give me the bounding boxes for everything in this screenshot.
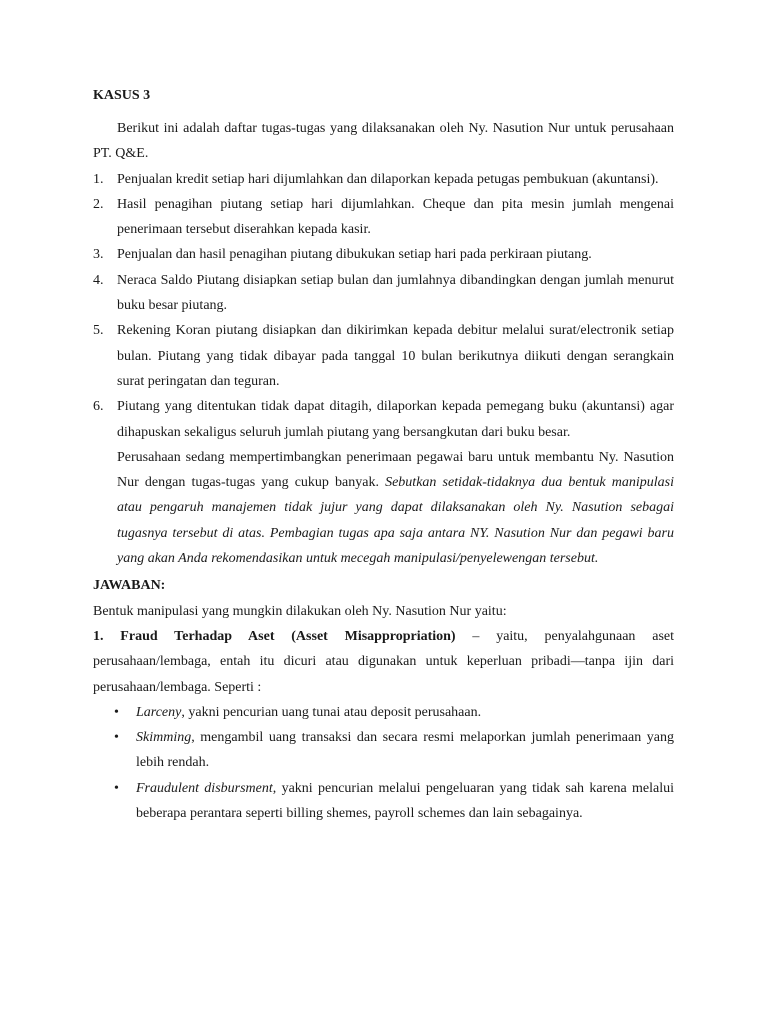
fraud-examples-list: [93, 700, 674, 826]
question-instructions: Sebutkan setidak-tidaknya dua bentuk manipulasi atau pengaruh manajemen tidak jujur yang dapat dilaksanakan oleh Ny. Nasution sebagai tugasnya tersebut di atas. Pembagian tugas apa saja antara NY. Nasution Nur dan pegawi baru yang akan Anda rekomendasikan untuk mecegah manipulasi/penyelewengan tersebut.: [117, 475, 674, 567]
list-item: [93, 192, 674, 243]
term: Larceny: [136, 704, 182, 720]
bullet-icon: •: [114, 730, 119, 746]
term: Skimming: [136, 730, 192, 746]
document-page: [93, 85, 674, 826]
answer-heading: JAWABAN:: [93, 578, 166, 594]
question-text: Perusahaan sedang mempertimbangkan penerimaan pegawai baru untuk membantu Ny. Nasution Nur dengan tugas-tugas yang cukup banyak.: [117, 449, 674, 491]
term-description: , yakni pencurian uang tunai atau deposit perusahaan.: [181, 704, 482, 720]
list-item: [93, 268, 674, 319]
list-item-text: Penjualan kredit setiap hari dijumlahkan dan dilaporkan kepada petugas pembukuan (akuntansi).: [117, 171, 659, 187]
intro-paragraph: Berikut ini adalah daftar tugas-tugas yang dilaksanakan oleh Ny. Nasution Nur untuk perusahaan PT. Q&E.: [93, 121, 674, 162]
point-text: – yaitu, penyalahgunaan aset perusahaan/lembaga, entah itu dicuri atau digunakan untuk keperluan pribadi—tanpa ijin dari perusahaan/lembaga. Seperti :: [93, 628, 674, 695]
list-item: [93, 725, 674, 776]
list-item: [93, 394, 674, 445]
term-description: , yakni pencurian melalui pengeluaran yang tidak sah karena melalui beberapa perantara seperti billing shemes, payroll schemes dan lain sebagainya.: [136, 780, 674, 822]
list-item-text: Penjualan dan hasil penagihan piutang dibukukan setiap hari pada perkiraan piutang.: [117, 247, 592, 263]
question-paragraph: [93, 445, 674, 571]
list-item-number: 6.: [93, 399, 104, 415]
bullet-icon: •: [114, 780, 119, 796]
list-item-number: 5.: [93, 323, 104, 339]
answer-lead: Bentuk manipulasi yang mungkin dilakukan oleh Ny. Nasution Nur yaitu:: [93, 603, 507, 619]
list-item-number: 4.: [93, 272, 104, 288]
list-item-text: Neraca Saldo Piutang disiapkan setiap bulan dan jumlahnya dibandingkan dengan jumlah menurut buku besar piutang.: [117, 272, 674, 314]
point-title: 1. Fraud Terhadap Aset (Asset Misappropriation): [93, 628, 456, 644]
list-item: [93, 242, 674, 267]
list-item-number: 2.: [93, 196, 104, 212]
list-item-text: Piutang yang ditentukan tidak dapat ditagih, dilaporkan kepada pemegang buku (akuntansi) agar dihapuskan sekaligus seluruh jumlah piutang yang bersangkutan dari buku besar.: [117, 399, 674, 440]
case-title: KASUS 3: [93, 88, 151, 103]
list-item: [93, 700, 674, 725]
term: Fraudulent disbursment: [136, 780, 273, 796]
task-list: [93, 167, 674, 445]
list-item-number: 3.: [93, 247, 104, 263]
bullet-icon: •: [114, 704, 119, 720]
list-item-number: 1.: [93, 171, 104, 187]
list-item: [93, 167, 674, 192]
list-item: [93, 318, 674, 394]
term-description: , mengambil uang transaksi dan secara resmi melaporkan jumlah penerimaan yang lebih rendah.: [136, 730, 674, 771]
list-item-text: Rekening Koran piutang disiapkan dan dikirimkan kepada debitur melalui surat/electronik setiap bulan. Piutang yang tidak dibayar pada tanggal 10 bulan berikutnya diikuti dengan serangkain surat peringatan dan teguran.: [117, 323, 674, 389]
list-item: [93, 776, 674, 827]
answer-point-1: [93, 624, 674, 700]
list-item-text: Hasil penagihan piutang setiap hari dijumlahkan. Cheque dan pita mesin jumlah mengenai penerimaan tersebut diserahkan kepada kasir.: [117, 196, 674, 238]
